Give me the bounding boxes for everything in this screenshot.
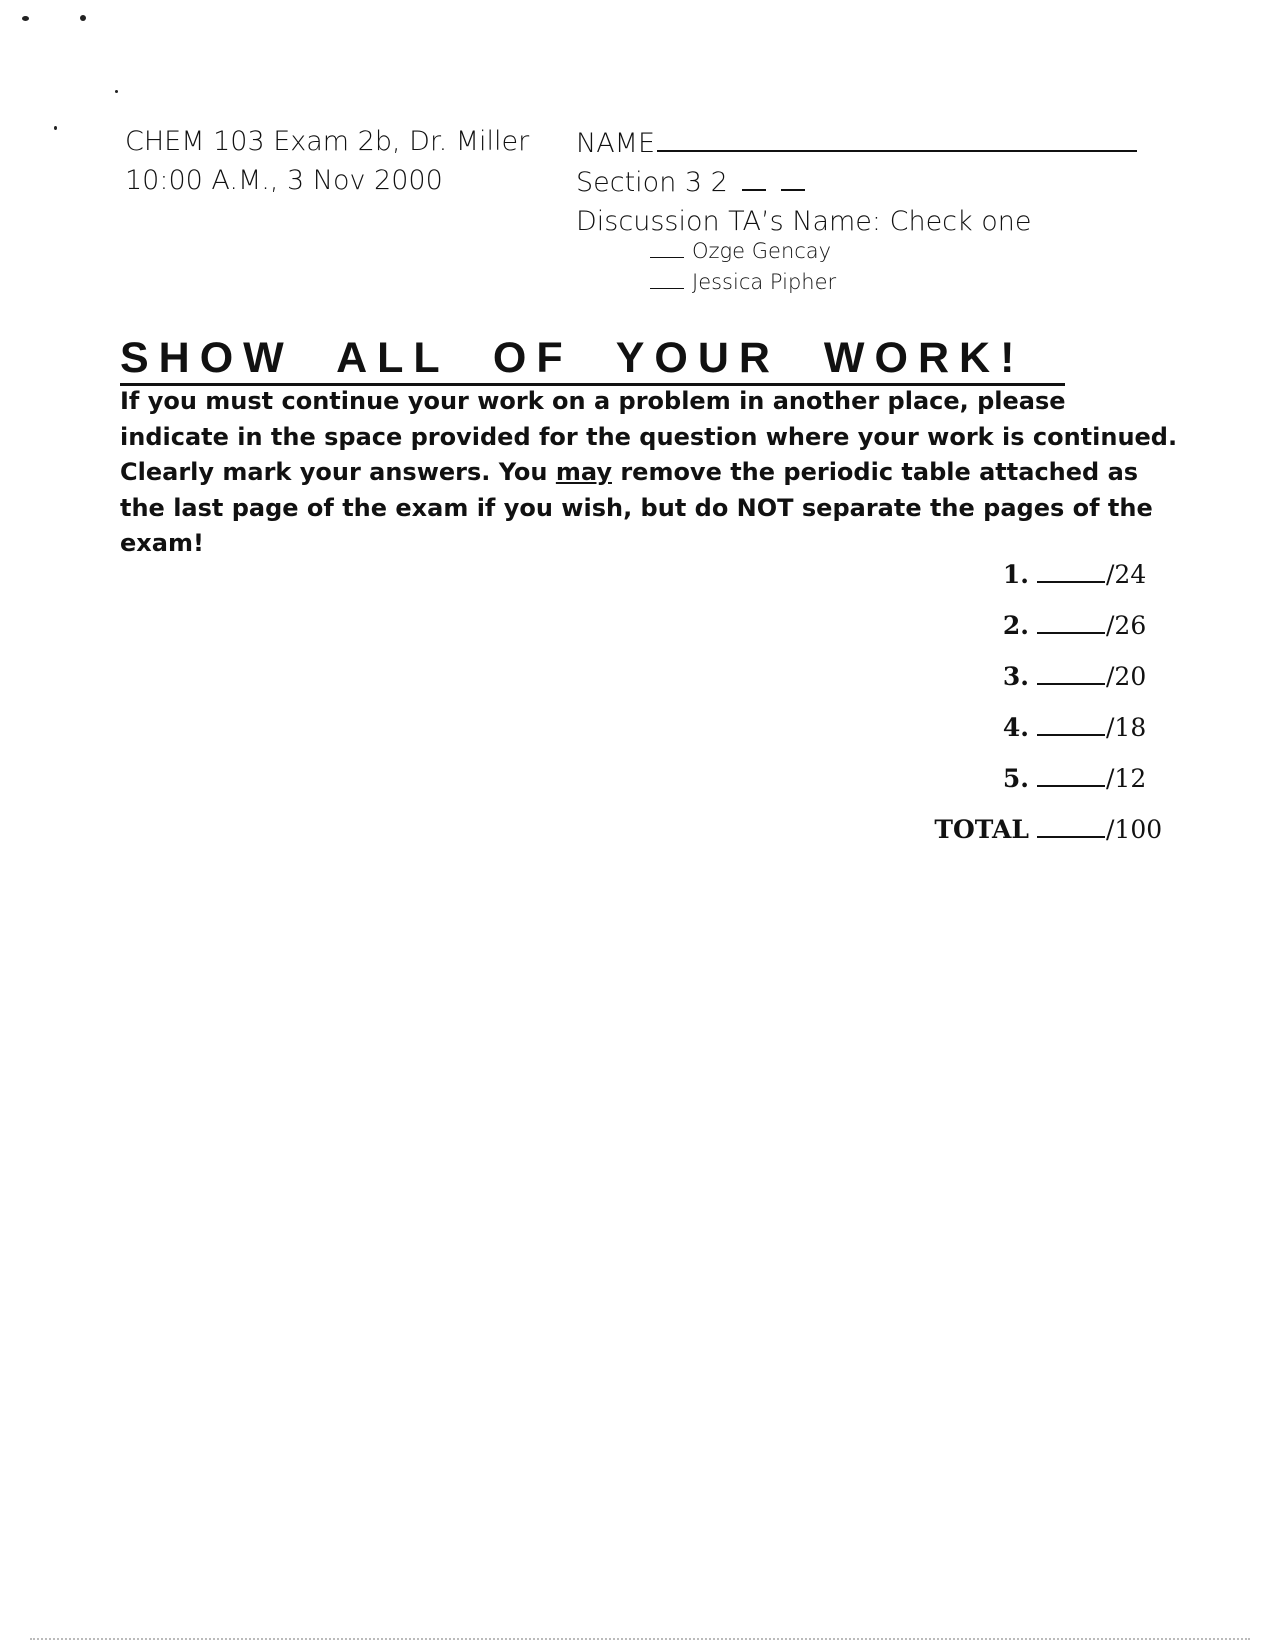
score-field[interactable] <box>1037 561 1105 583</box>
scan-speck <box>80 15 86 21</box>
ta-option <box>650 267 836 298</box>
ta-option-label: Ozge Gencay <box>692 239 832 263</box>
total-max: /100 <box>1106 815 1163 844</box>
score-max: /12 <box>1106 764 1147 793</box>
section-digit-field[interactable] <box>781 165 805 191</box>
scan-speck <box>54 126 57 130</box>
ta-prompt: Discussion TA’s Name: Check one <box>576 206 1032 237</box>
score-field[interactable] <box>1037 663 1105 685</box>
score-row <box>1003 764 1170 793</box>
ta-option-label: Jessica Pipher <box>692 270 837 294</box>
score-row <box>1003 662 1170 691</box>
score-label: 4. <box>1002 713 1029 742</box>
name-field[interactable] <box>657 122 1137 152</box>
exam-info <box>125 122 529 200</box>
score-label: 3. <box>1002 662 1029 691</box>
total-label: TOTAL <box>934 815 1029 844</box>
ta-checkbox[interactable] <box>650 270 684 289</box>
score-max: /26 <box>1106 611 1147 640</box>
course-title: CHEM 103 Exam 2b, Dr. Miller <box>125 126 530 157</box>
ta-option <box>650 236 836 267</box>
score-field[interactable] <box>1037 714 1105 736</box>
score-row <box>1003 713 1170 742</box>
score-label: 1. <box>1002 560 1029 589</box>
score-row <box>1003 560 1170 589</box>
name-row <box>576 122 1137 163</box>
score-row <box>1003 611 1170 640</box>
name-label: NAME <box>576 128 656 159</box>
exam-time: 10:00 A.M., 3 Nov 2000 <box>125 165 443 196</box>
ta-checkbox[interactable] <box>650 239 684 258</box>
score-field[interactable] <box>1037 612 1105 634</box>
section-digit-field[interactable] <box>742 165 766 191</box>
instructions-text: If you must continue your work on a problem in another place, please indicate in the space provided for the question where your work is continued. Clearly mark your answers. You <box>120 387 1178 486</box>
section-row <box>576 163 1137 202</box>
scan-edge-dots <box>30 1638 1250 1642</box>
score-label: 2. <box>1002 611 1029 640</box>
scan-speck <box>22 16 29 21</box>
score-field[interactable] <box>1037 765 1105 787</box>
instructions <box>120 384 1180 562</box>
show-work-heading: SHOW ALL OF YOUR WORK! <box>120 333 1065 386</box>
scan-speck <box>115 90 118 93</box>
ta-options <box>650 236 836 298</box>
student-info <box>576 122 1137 241</box>
score-max: /20 <box>1106 662 1147 691</box>
score-max: /18 <box>1106 713 1147 742</box>
total-field[interactable] <box>1037 816 1105 838</box>
score-max: /24 <box>1106 560 1147 589</box>
instructions-emphasis: may <box>555 458 612 486</box>
total-row <box>934 815 1170 844</box>
instructions-text: remove the periodic table attached as the last page of the exam if you wish, but do NOT separate the pages of the exam! <box>120 458 1153 557</box>
score-label: 5. <box>1002 764 1029 793</box>
section-label: Section 3 2 <box>576 167 728 198</box>
